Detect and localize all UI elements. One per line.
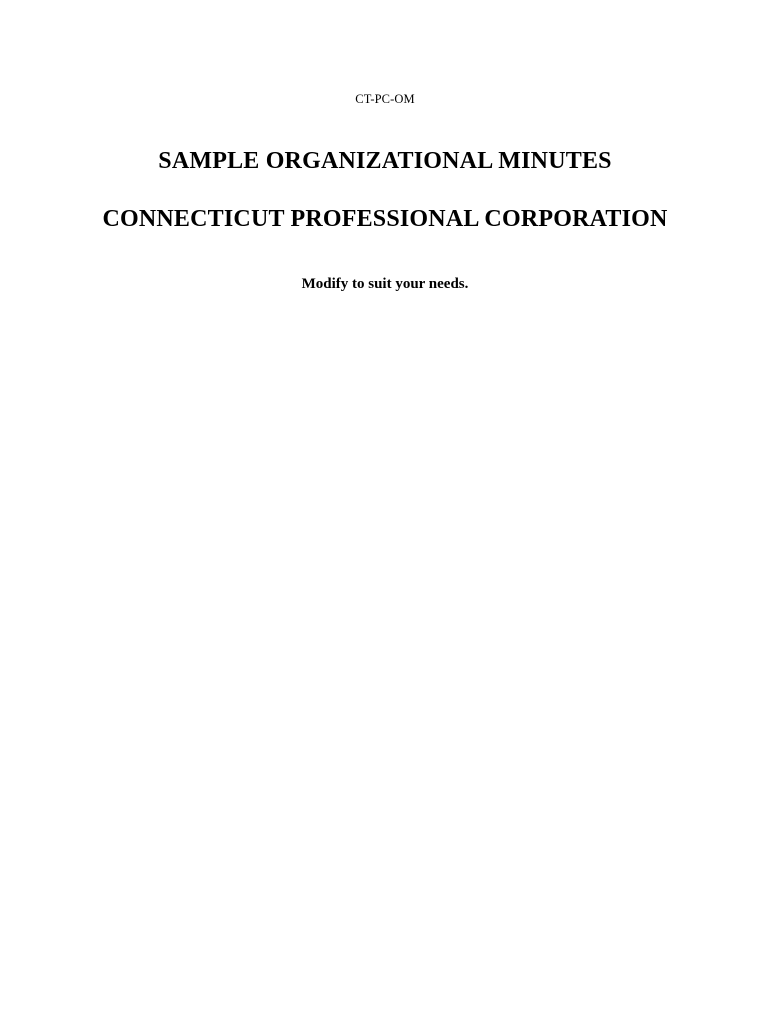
document-subtitle: Modify to suit your needs.	[301, 276, 469, 292]
document-title-line-1: SAMPLE ORGANIZATIONAL MINUTES	[158, 148, 612, 174]
document-code: CT-PC-OM	[355, 92, 415, 106]
document-title-line-2: CONNECTICUT PROFESSIONAL CORPORATION	[102, 206, 668, 232]
